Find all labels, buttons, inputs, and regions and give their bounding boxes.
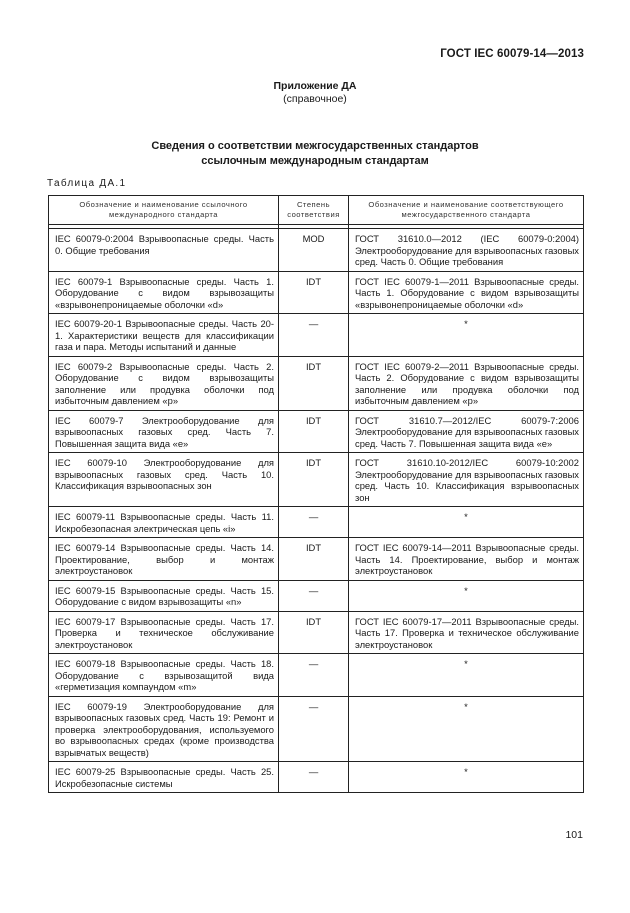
cell-interstate-standard: ГОСТ 31610.10-2012/IEC 60079-10:2002 Электрооборудование для взрывоопасных газовых сред. Часть 10. Классификация взрывоопасных зон — [349, 453, 584, 507]
cell-international-standard: IEC 60079-11 Взрывоопасные среды. Часть 11. Искробезопасная электрическая цепь «i» — [49, 507, 279, 538]
cell-interstate-standard: * — [349, 696, 584, 762]
document-code: ГОСТ IEC 60079-14—2013 — [440, 48, 584, 60]
cell-international-standard: IEC 60079-17 Взрывоопасные среды. Часть 17. Проверка и техническое обслуживание электроустановок — [49, 611, 279, 654]
table-row — [49, 696, 584, 762]
table-row — [49, 453, 584, 507]
cell-degree: — — [279, 314, 349, 357]
cell-international-standard: IEC 60079-0:2004 Взрывоопасные среды. Часть 0. Общие требования — [49, 229, 279, 272]
cell-interstate-standard: * — [349, 507, 584, 538]
cell-degree: IDT — [279, 410, 349, 453]
cell-international-standard: IEC 60079-10 Электрооборудование для взрывоопасных газовых сред. Часть 10. Классификация взрывоопасных зон — [49, 453, 279, 507]
cell-degree: — — [279, 696, 349, 762]
cell-international-standard: IEC 60079-2 Взрывоопасные среды. Часть 2. Оборудование с видом взрывозащиты заполнение или продувка оболочки под избыточным давлением «р» — [49, 356, 279, 410]
cell-interstate-standard: * — [349, 654, 584, 697]
column-header-international: Обозначение и наименование ссылочного международного стандарта — [49, 196, 279, 225]
cell-interstate-standard: ГОСТ IEC 60079-14—2011 Взрывоопасные среды. Часть 14. Проектирование, выбор и монтаж электроустановок — [349, 538, 584, 581]
table-row — [49, 654, 584, 697]
table-row — [49, 538, 584, 581]
table-body — [49, 225, 584, 793]
cell-interstate-standard: * — [349, 314, 584, 357]
table-row — [49, 314, 584, 357]
table-row — [49, 271, 584, 314]
cell-international-standard: IEC 60079-7 Электрооборудование для взрывоопасных газовых сред. Часть 7. Повышенная защита вида «е» — [49, 410, 279, 453]
cell-international-standard: IEC 60079-19 Электрооборудование для взрывоопасных газовых сред. Часть 19: Ремонт и проверка электрооборудования, используемого во взрывоопасных средах (кроме производства взрывчатых веществ) — [49, 696, 279, 762]
table-row — [49, 507, 584, 538]
section-heading-line2: ссылочным международным стандартам — [201, 155, 429, 167]
column-header-interstate: Обозначение и наименование соответствующего межгосударственного стандарта — [349, 196, 584, 225]
table-header-row — [49, 196, 584, 225]
cell-degree: IDT — [279, 611, 349, 654]
table-row — [49, 580, 584, 611]
cell-degree: MOD — [279, 229, 349, 272]
cell-degree: IDT — [279, 271, 349, 314]
cell-international-standard: IEC 60079-1 Взрывоопасные среды. Часть 1. Оборудование с видом взрывозащиты «взрывонепроницаемые оболочки «d» — [49, 271, 279, 314]
cell-international-standard: IEC 60079-25 Взрывоопасные среды. Часть 25. Искробезопасные системы — [49, 762, 279, 793]
cell-international-standard: IEC 60079-14 Взрывоопасные среды. Часть 14. Проектирование, выбор и монтаж электроустановок — [49, 538, 279, 581]
cell-interstate-standard: * — [349, 580, 584, 611]
cell-degree: IDT — [279, 453, 349, 507]
cell-interstate-standard: ГОСТ 31610.0—2012 (IEC 60079-0:2004) Электрооборудование для взрывоопасных газовых сред. Часть 0. Общие требования — [349, 229, 584, 272]
annex-title: Приложение ДА — [273, 80, 357, 92]
cell-interstate-standard: ГОСТ 31610.7—2012/IEC 60079-7:2006 Электрооборудование для взрывоопасных газовых сред. Часть 7. Повышенная защита вида «е» — [349, 410, 584, 453]
table-row — [49, 762, 584, 793]
page-number: 101 — [565, 829, 583, 841]
cell-international-standard: IEC 60079-18 Взрывоопасные среды. Часть 18. Оборудование с взрывозащитой вида «герметизация компаундом «m» — [49, 654, 279, 697]
cell-international-standard: IEC 60079-20-1 Взрывоопасные среды. Часть 20-1. Характеристики веществ для классификации газа и пара. Методы испытаний и данные — [49, 314, 279, 357]
table-row — [49, 410, 584, 453]
cell-international-standard: IEC 60079-15 Взрывоопасные среды. Часть 15. Оборудование с видом взрывозащиты «n» — [49, 580, 279, 611]
section-heading-line1: Сведения о соответствии межгосударственных стандартов — [151, 140, 479, 152]
cell-degree: IDT — [279, 356, 349, 410]
column-header-degree: Степень соответствия — [279, 196, 349, 225]
cell-degree: — — [279, 762, 349, 793]
cell-interstate-standard: ГОСТ IEC 60079-17—2011 Взрывоопасные среды. Часть 17. Проверка и техническое обслуживание электроустановок — [349, 611, 584, 654]
table-row — [49, 611, 584, 654]
cell-degree: — — [279, 654, 349, 697]
table-caption: Таблица ДА.1 — [47, 178, 127, 189]
table-row — [49, 229, 584, 272]
table-row — [49, 356, 584, 410]
cell-degree: IDT — [279, 538, 349, 581]
cell-degree: — — [279, 507, 349, 538]
cell-degree: — — [279, 580, 349, 611]
cell-interstate-standard: * — [349, 762, 584, 793]
cell-interstate-standard: ГОСТ IEC 60079-1—2011 Взрывоопасные среды. Часть 1. Оборудование с видом взрывозащиты «взрывонепроницаемые оболочки «d» — [349, 271, 584, 314]
cell-interstate-standard: ГОСТ IEC 60079-2—2011 Взрывоопасные среды. Часть 2. Оборудование с видом взрывозащиты заполнение или продувка оболочки под избыточным давлением «р» — [349, 356, 584, 410]
correspondence-table — [48, 195, 584, 793]
annex-subtitle: (справочное) — [283, 93, 347, 105]
